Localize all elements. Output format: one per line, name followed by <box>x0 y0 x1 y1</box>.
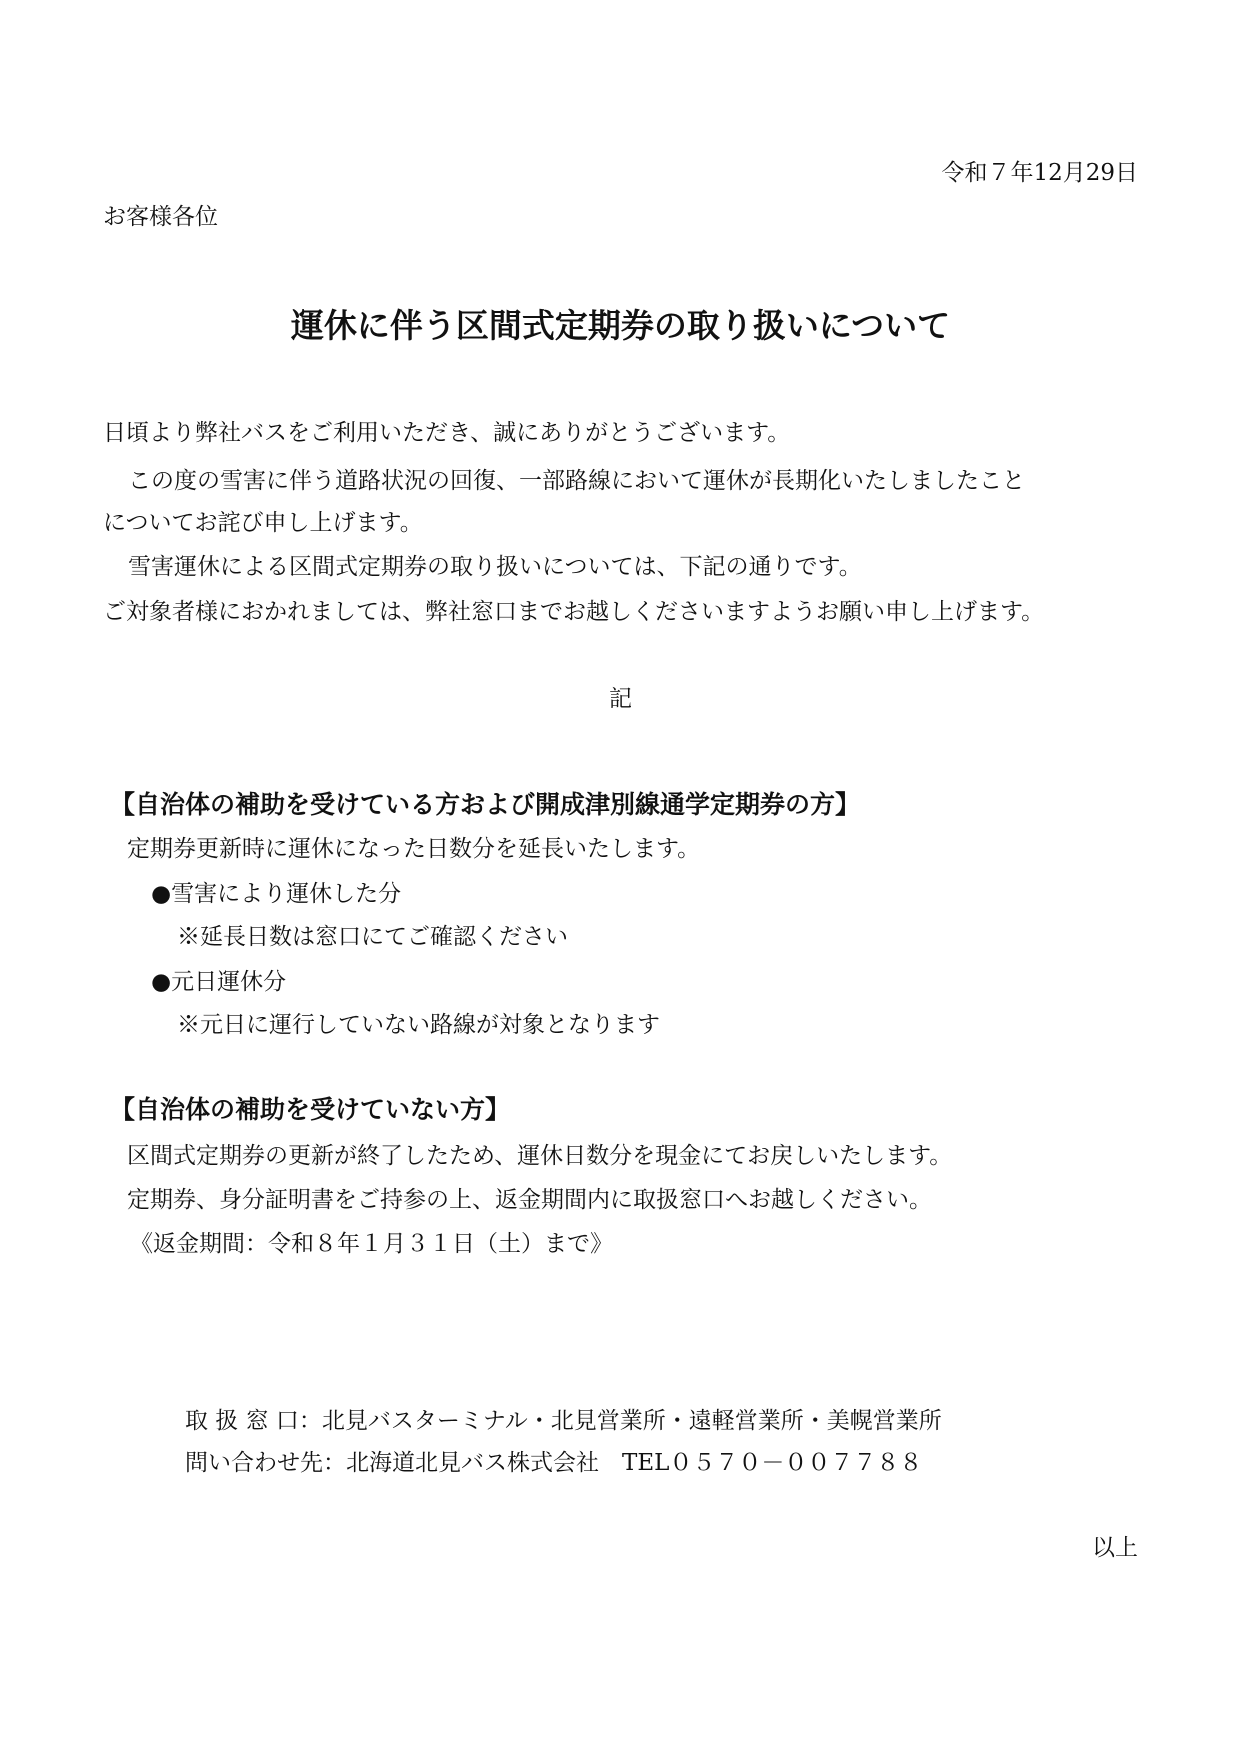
page-title: 運休に伴う区間式定期券の取り扱いについて <box>290 306 951 345</box>
refund-period: 《返金期間：令和８年１月３１日（土）まで》 <box>130 1231 613 1257</box>
section1-summary: 定期券更新時に運休になった日数分を延長いたします。 <box>127 836 701 862</box>
section1-note-newyear: ※元日に運行していない路線が対象となります <box>177 1012 660 1038</box>
section2-line1: 区間式定期券の更新が終了したため、運休日数分を現金にてお戻しいたします。 <box>127 1143 953 1169</box>
section1-bullet-newyear: ●元日運休分 <box>151 969 287 995</box>
section2-line2: 定期券、身分証明書をご持参の上、返金期間内に取扱窓口へお越しください。 <box>127 1187 932 1213</box>
greeting-paragraph: 日頃より弊社バスをご利用いただき、誠にありがとうございます。 <box>103 420 791 446</box>
notice-paragraph: 雪害運休による区間式定期券の取り扱いについては、下記の通りです。 <box>128 554 862 580</box>
request-paragraph: ご対象者様におかれましては、弊社窓口までお越しくださいますようお願い申し上げます。 <box>103 599 1045 625</box>
apology-paragraph-line2: についてお詫び申し上げます。 <box>103 510 423 536</box>
ki-marker: 記 <box>609 686 632 712</box>
section2-heading: 【自治体の補助を受けていない方】 <box>110 1095 511 1124</box>
closing-mark: 以上 <box>1092 1535 1138 1561</box>
contact-inquiry: 問い合わせ先：北海道北見バス株式会社 TEL０５７０－００７７８８ <box>185 1450 923 1476</box>
section1-heading: 【自治体の補助を受けている方および開成津別線通学定期券の方】 <box>110 790 861 819</box>
addressee: お客様各位 <box>103 204 218 230</box>
section1-note-snow: ※延長日数は窓口にてご確認ください <box>177 924 568 950</box>
document-date: 令和７年12月29日 <box>941 160 1138 186</box>
apology-paragraph-line1: この度の雪害に伴う道路状況の回復、一部路線において運休が長期化いたしましたこと <box>128 468 1025 494</box>
contact-counters: 取 扱 窓 口：北見バスターミナル・北見営業所・遠軽営業所・美幌営業所 <box>185 1408 942 1434</box>
section1-bullet-snow: ●雪害により運休した分 <box>151 881 402 907</box>
